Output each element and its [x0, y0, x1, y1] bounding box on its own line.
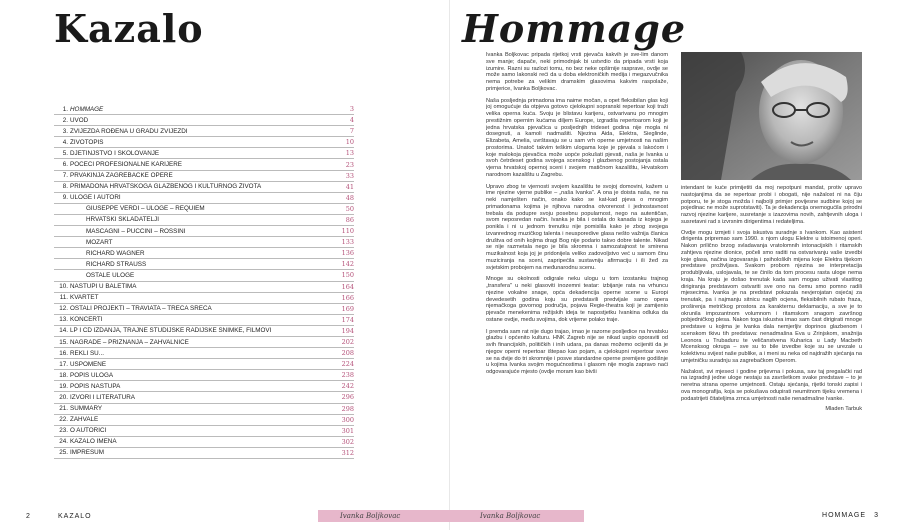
toc-page-number: 133 [341, 238, 354, 247]
toc-number: 22. [59, 416, 68, 424]
portrait-photo [681, 52, 862, 180]
footer-section-left: KAZALO [32, 513, 160, 520]
toc-page-number: 242 [341, 382, 354, 391]
hommage-text-column-1 [486, 52, 668, 524]
toc-number: 12. [59, 305, 68, 313]
footer-section-right: HOMMAGE [822, 512, 866, 519]
toc-title: OSTALE ULOGE [86, 271, 135, 279]
toc-page-number: 142 [341, 260, 354, 269]
toc-title: POČECI PROFESIONALNE KARIJERE [70, 161, 182, 169]
toc-page-number: 13 [345, 149, 354, 158]
toc-row[interactable] [54, 248, 354, 259]
toc-row[interactable] [54, 448, 354, 459]
toc-row[interactable] [54, 126, 354, 137]
toc-title: RICHARD STRAUSS [86, 260, 147, 268]
toc-page-number: 164 [341, 282, 354, 291]
toc-page-number: 301 [341, 426, 354, 435]
toc-title: OSTALI PROJEKTI – TRAVIATA – TREĆA SREĆA [70, 305, 212, 313]
toc-row[interactable] [54, 359, 354, 370]
toc-page-number: 202 [341, 338, 354, 347]
page-title-hommage: Hommage [462, 6, 687, 51]
toc-row[interactable] [54, 182, 354, 193]
toc-number: 8. [62, 183, 68, 191]
footer-author-right: Ivanka Boljkovac [480, 512, 541, 520]
toc-page-number: 298 [341, 404, 354, 413]
toc-page-number: 23 [345, 160, 354, 169]
toc-title: KONCERTI [70, 316, 103, 324]
toc-title: O AUTORICI [70, 427, 107, 435]
toc-title: KVARTET [70, 294, 99, 302]
toc-page-number: 224 [341, 360, 354, 369]
toc-number: 16. [59, 349, 68, 357]
toc-title: NASTUPI U BALETIMA [70, 283, 137, 291]
toc-row[interactable] [54, 104, 354, 115]
toc-number: 17. [59, 360, 68, 368]
toc-row[interactable] [54, 282, 354, 293]
toc-page-number: 166 [341, 293, 354, 302]
toc-title: LP I CD IZDANJA, TRAJNE STUDIJSKE RADIJSKE SNIMKE, FILMOVI [70, 327, 272, 335]
toc-page-number: 136 [341, 249, 354, 258]
hommage-text-column-2 [681, 185, 862, 413]
toc-page-number: 208 [341, 349, 354, 358]
toc-row[interactable] [54, 115, 354, 126]
toc-title: SUMMARY [70, 405, 103, 413]
toc-row[interactable] [54, 337, 354, 348]
table-of-contents [54, 104, 354, 459]
toc-row[interactable] [54, 426, 354, 437]
toc-number: 5. [62, 149, 68, 157]
footer-right [450, 510, 900, 522]
toc-row[interactable] [54, 259, 354, 270]
toc-row[interactable] [54, 348, 354, 359]
toc-row[interactable] [54, 415, 354, 426]
toc-number: 1. [62, 105, 68, 113]
toc-row[interactable] [54, 159, 354, 170]
toc-number: 6. [62, 161, 68, 169]
toc-number: 25. [59, 449, 68, 457]
toc-title: REKLI SU... [70, 349, 104, 357]
toc-number: 2. [62, 116, 68, 124]
toc-page-number: 7 [349, 127, 354, 136]
toc-number: 20. [59, 393, 68, 401]
toc-number: 18. [59, 371, 68, 379]
col2-paragraph: Nažalost, svi mjesеci i godine prijevrna i pokusa, sav taj pregalački rad na izgradnji jedne uloge nestaju sa završetkom svake predstave – to je neretna strana operne umjetnosti. Ostaju sjećanja, rijetki tonski zapisi i ova monografija, koja se pokušava odupirati neumitnom tijeku vremena i podastrijeti čitateljima zrnca umjetnosti naše nenadmašne Ivanke. [681, 368, 862, 402]
toc-title: IZVORI I LITERATURA [70, 393, 135, 401]
toc-page-number: 300 [341, 415, 354, 424]
footer-page-number-right: 3 [874, 512, 878, 519]
toc-number: 7. [62, 172, 68, 180]
toc-title: MASCAGNI – PUCCINI – ROSSINI [86, 227, 186, 235]
toc-title: DJETINJSTVO I ŠKOLOVANJE [70, 149, 160, 157]
toc-page-number: 296 [341, 393, 354, 402]
toc-title: HOMMAGE [70, 105, 104, 113]
page-title-kazalo: Kazalo [54, 6, 204, 51]
toc-row[interactable] [54, 326, 354, 337]
toc-number: 15. [59, 338, 68, 346]
toc-row[interactable] [54, 226, 354, 237]
toc-title: USPOMENE [70, 360, 107, 368]
toc-title: MOZART [86, 238, 113, 246]
toc-title: GIUSEPPE VERDI – ULOGE – REQUIEM [86, 205, 205, 213]
toc-number: 21. [59, 405, 68, 413]
toc-page-number: 110 [341, 227, 354, 236]
toc-row[interactable] [54, 437, 354, 448]
toc-title: KAZALO IMENA [70, 438, 117, 446]
toc-number: 4. [62, 138, 68, 146]
footer-page-number-left: 2 [26, 512, 30, 520]
toc-title: ZAHVALE [70, 416, 99, 424]
toc-number: 23. [59, 427, 68, 435]
toc-page-number: 238 [341, 371, 354, 380]
toc-title: POPIS NASTUPA [70, 382, 121, 390]
footer-author-left: Ivanka Boljkovac [340, 512, 401, 520]
toc-number: 24. [59, 438, 68, 446]
toc-number: 11. [59, 294, 68, 302]
toc-number: 13. [59, 316, 68, 324]
col1-paragraph: Upravo zbog te vjernosti svojem kazalištu te svojoj domovini, kažem u ime njezine vjerne publike – „naša Ivanka". A ona je doista naša, ne na neki namješten način, onako kako se kat-kad pjeva o mnogim primadonama kojima je njihova narodna otvorenost i jednostavnost trebala da poduprе svoju posebnu popularnost, nego na autentičan, svom neposredan način. Ivanka je bila i ostala do kanada iz kojega je ponikla i ni u jednom trenutku nije pomislila kako je zbog svojega izvanrednog muzičkog talenta i neusporedive glasa nešto važnija članica društva od onih kojima dragi Bog nije podario takvo dobre talente. Nikad se nije razmetala nego je bila skromna i samozatajnost te smirena muzikalnost koja joj je pridonijela veliko zadovoljstvo već u samom činu muziciranja na sceni, zapripećila sustavniju afirmaciju i ili žeđ za svjetskim probojem na međunarodnu scenu. [486, 183, 668, 271]
author-signature: Mladen Tarbuk [825, 406, 862, 413]
toc-page-number: 150 [341, 271, 354, 280]
footer-left [0, 510, 450, 522]
toc-row[interactable] [54, 204, 354, 215]
toc-number: 9. [62, 194, 68, 202]
toc-row[interactable] [54, 148, 354, 159]
toc-row[interactable] [54, 381, 354, 392]
toc-row[interactable] [54, 304, 354, 315]
toc-row[interactable] [54, 215, 354, 226]
toc-page-number: 302 [341, 437, 354, 446]
toc-page-number: 48 [345, 193, 354, 202]
toc-page-number: 41 [345, 182, 354, 191]
toc-title: ŽIVOTOPIS [70, 138, 104, 146]
toc-number: 19. [59, 382, 68, 390]
toc-row[interactable] [54, 370, 354, 381]
toc-number: 14. [59, 327, 68, 335]
toc-title: RICHARD WAGNER [86, 249, 145, 257]
toc-page-number: 174 [341, 315, 354, 324]
toc-title: PRVAKINJA ZAGREBAČKE OPERE [70, 172, 173, 180]
toc-page-number: 312 [341, 448, 354, 457]
toc-number: 10. [59, 283, 68, 291]
toc-row[interactable] [54, 237, 354, 248]
toc-title: NAGRADE – PRIZNANJA – ZAHVALNICE [70, 338, 189, 346]
toc-title: ZVIJEZDA ROĐENA U GRADU ZVIJEZDI [70, 127, 188, 135]
toc-number: 3. [62, 127, 68, 135]
toc-page-number: 33 [345, 171, 354, 180]
toc-row[interactable] [54, 171, 354, 182]
col2-paragraph: Ovdje mogu izmjeti i svoja iskustva suradnje s Ivankom. Kao asistent dirigenta pripremao sam 1990. s njom ulogu Elektre u istoimenoj operi. Nakon prilično brzog svladavanja vratolomnih intonacijskih i ritamskih zahtjeva njezine dionice, počeli smo raditi na ostvarivanju vaše izvedbi koje glasa, načina izgovaranja i psiholoških mijena koje Elektra tijekom predstave proživljava. Svakom probom njezina se interpretacija produbljivala, uslojavala, te se činilo da tom procesu rasta uloge nema kraja. Na kraju je došao trenutak kada sam mogao uživati vlastitog dirigiranja predstavom ostvariti sve ono na čemu smo pomno radili mjesecima. Ivanka je na predstavi pokazala nevjerojatan osjećaj za trenutak, pa i najmanju sitnicu naglih ocjena, fleksibilnih rubato fraza, proširenja metričkog prostora za karakternu deklamaciju, a sve je to okrunila impozantnom volumnom i ritamskom snagom završnog pobjedničkog plesa. Nakon toga iskustva imao sam čast dirigirati mnoge predstave u kojima je Ivanka dala nemjerljiv doprinos glazbenom i scenskom tkivu tih predstava: nenadmašna Eva u Zrinjskom, snažnija Leonora u Trubaduru te veličanstvena Kuharica u Lady Macbeth Mcensksog okruga – sve su to bile izvedbe koje su se urezale u kolektivnu svijest naše publike, a i meni su neka od najdražih sjećanja na umjetničku suradnju sa zagrebačkom Operom. [681, 229, 862, 364]
toc-title: POPIS ULOGA [70, 371, 114, 379]
toc-page-number: 50 [345, 204, 354, 213]
toc-title: ULOGE I AUTORI [70, 194, 121, 202]
toc-page-number: 194 [341, 326, 354, 335]
toc-page-number: 169 [341, 304, 354, 313]
toc-title: PRIMADONA HRVATSKOGA GLAZBENOG I KULTURNOG ŽIVOTA [70, 183, 262, 191]
toc-row[interactable] [54, 193, 354, 204]
col1-paragraph: Naša posljednja primadona ima naime močan, a opet fleksibilan glas koji joj omogućuje da otpjeva gotovo cjelokupni sopranski repertoar koji traži velika operna kuća. Svoju je blistavu karijeru, ostvarivanu po mnogim prestižnim opernim kućama diljem Europe, izgradila repertoarom koji je jedna hrvatska pjevačica u posljednjih trideset godina nije mogla ni dosegnuti, a kamoli nadmašiti. Njezina Aida, Elektra, Sieglinde, Elizabeta, Amelia, uvrštavaju se u sam vrh opernе umjetnosti na našim prostorima. Unatoč takvim teškim ulogama koje je pjevala s lakoćom i koje malokoja pjevačica može uopće pokušati pjevati, naša je Ivanka u svoh četrdeset godina svojega scenskog i glazbenog postojanja ostala vjerna hrvatskoj opernoj sceni i svojem matičnom kazalištu, Hrvatskom narodnom kazalištu u Zagrebu. [486, 97, 668, 178]
toc-row[interactable] [54, 137, 354, 148]
toc-title: UVOD [70, 116, 89, 124]
toc-row[interactable] [54, 404, 354, 415]
toc-row[interactable] [54, 293, 354, 304]
toc-row[interactable] [54, 392, 354, 403]
toc-title: IMPRESUM [70, 449, 104, 457]
toc-page-number: 4 [349, 116, 354, 125]
toc-page-number: 86 [345, 215, 354, 224]
toc-page-number: 10 [345, 138, 354, 147]
col1-paragraph: Mnoge su okolnosti odigrale neku ulogu u tom izostanku trajnog „transfera" u neki glasoviti inozemni teatar: izbijanje rata na vrhuncu njezine vokalne snage, opća dekadencija operne scene u Europi devedesetih godina koju su predstavili predvijale samo opera njemačkoga govornog područja, pojava Regie-theatra koji je zamijenio pjevače menekenima režijskih ideja te napostjetku Ivankina odluka da ostane ovdje, među svojima, dok vrijeme polako trajе. [486, 276, 668, 323]
col2-paragraph: intendant te kuće primijetiti da mоj nepotpuni mandat, protiv upravo nastojanjima da se repertoar probi i obogati, nije nažalost ni na čiju potporu, te je stoga možda i najbolji primjer povijesne sudbine kojoj se pojedinac ne može suprotstaviti). Ta je dekadencija onemogućila prirodni razvoj njezine karijere, susretanje s izazovima novih, zahtjevnih uloga i susretavni rad s izvrsnim dirigentima i redateljima. [681, 185, 862, 225]
toc-title: HRVATSKI SKLADATELJI [86, 216, 160, 224]
toc-page-number: 3 [349, 105, 354, 114]
col1-paragraph: I premda sam rat nije dugo trajao, imao je razorne posljedice na hrvatsku glazbu i općenito kulturu. HNK Zagreb nije se nikad uspio oporaviti od svih financijskih, političkih i inih udara, pa danas možemo ocijeniti da je njegov operni repertoar ištерао kao pojam, a cjelokupni repertoar svеo se na dvije do tri skromnije i posve standardne operne premijere godišnje u kojima Ivanka svojim mogućnostima i glasom nije mogla zapravo naći odgovarajuće mjesto (ovdje moram kao bivši [486, 328, 668, 375]
toc-row[interactable] [54, 315, 354, 326]
toc-row[interactable] [54, 270, 354, 281]
col1-paragraph: Ivanka Boljkovac pripada rijetkoj vrsti pjevača kakvih je sve-lim danom sve manje; dapače, neki primodnjak bi ustvrdio da pripada vrsti koja izumire. Razni su razlozi tomu, no bez neke opširnije rasprave, ovdje se može samo lakonski reći da u doba elektroničkih medija i megazvučnika nema potrebe za velikim dramskim glasovima kakvim raspolaže, primjerice, Ivanka Boljkovac. [486, 52, 668, 92]
